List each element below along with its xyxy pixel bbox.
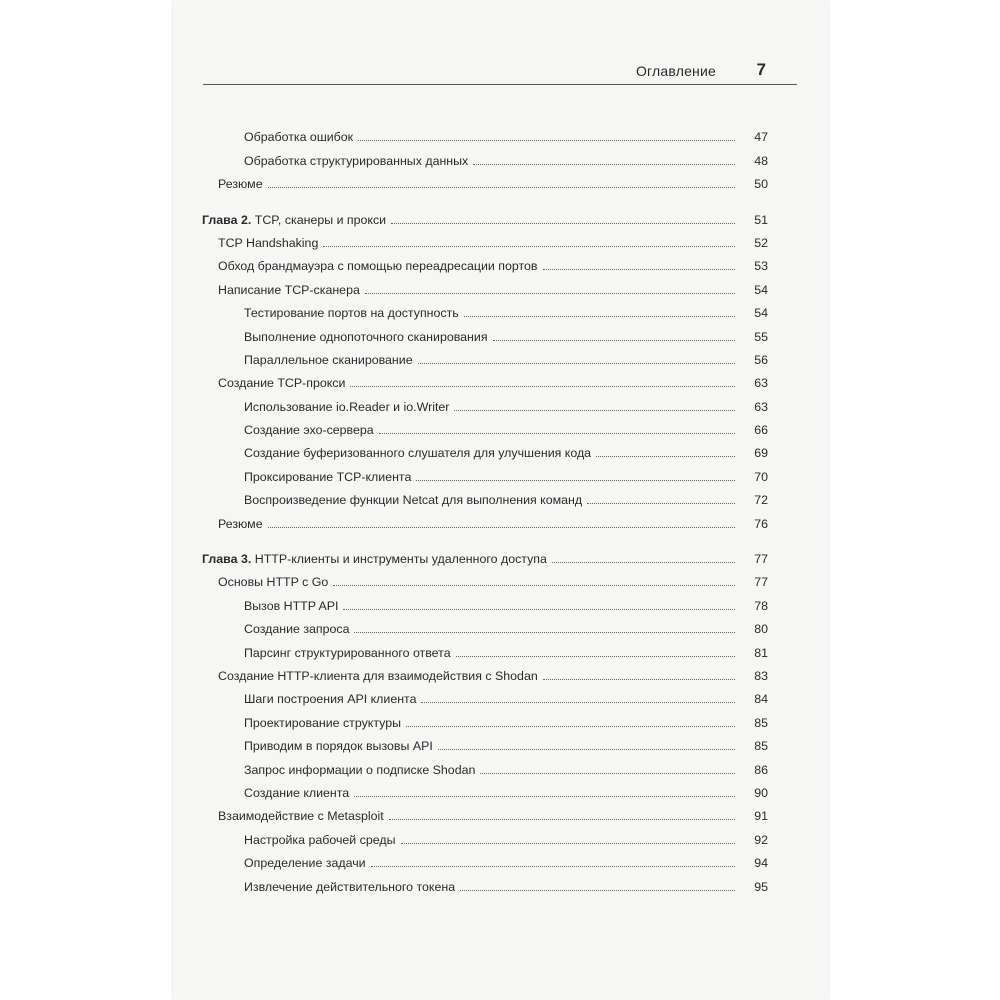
toc-entry[interactable] [173,730,828,753]
toc-entry[interactable] [173,460,828,483]
toc-chapter-entry[interactable] [173,543,828,566]
toc-page-number: 54 [754,282,768,297]
toc-title-text: Запрос информации о подписке Shodan [244,762,476,777]
toc-title-text: Вызов HTTP API [244,598,339,613]
toc-entry[interactable] [173,636,828,659]
toc-entry-title [218,376,345,390]
toc-entry[interactable] [173,753,828,776]
dot-leader [454,410,735,411]
toc-entry-title [244,353,413,367]
toc-entry-title [244,880,455,894]
toc-entry[interactable] [173,414,828,437]
toc-page-number: 54 [754,306,768,321]
dot-leader [587,503,735,504]
toc-title-text: Создание TCP-прокси [218,376,346,391]
chapter-label: Глава 2. [202,212,252,227]
dot-leader [371,866,735,867]
dot-leader [473,164,735,165]
toc-title-text: Проксирование TCP-клиента [244,469,412,484]
toc-page-number: 47 [754,130,768,145]
toc-entry[interactable] [173,437,828,460]
chapter-spacer [173,531,828,543]
dot-leader [596,456,735,457]
dot-leader [552,562,735,563]
toc-title-text: Извлечение действительного токена [244,879,456,894]
toc-title-text: Написание TCP-сканера [218,282,360,297]
toc-page-number: 63 [754,399,768,414]
table-of-contents [173,121,828,894]
dot-leader [406,726,735,727]
dot-leader [323,246,735,247]
toc-entry[interactable] [173,227,828,250]
toc-title-text: Создание эхо-сервера [244,423,374,438]
toc-entry[interactable] [173,706,828,729]
toc-page-number: 81 [754,645,768,660]
toc-entry-title [244,763,475,777]
dot-leader [333,585,735,586]
toc-entry[interactable] [173,250,828,273]
toc-entry-title [244,330,488,344]
dot-leader [543,269,735,270]
dot-leader [460,890,735,891]
toc-entry[interactable] [173,297,828,320]
dot-leader [493,340,735,341]
toc-entry[interactable] [173,121,828,144]
toc-entry-title [244,130,353,144]
toc-entry-title [244,786,349,800]
toc-entry[interactable] [173,144,828,167]
toc-page-number: 72 [754,493,768,508]
toc-title-text: TCP Handshaking [218,235,319,250]
toc-page-number: 56 [754,352,768,367]
toc-page-number: 70 [754,469,768,484]
toc-title-text: Шаги построения API клиента [244,692,417,707]
toc-entry[interactable] [173,777,828,800]
toc-entry-title [218,809,384,823]
dot-leader [389,819,735,820]
toc-entry-title [244,493,582,507]
toc-page-number: 53 [754,259,768,274]
dot-leader [456,656,735,657]
toc-page-number: 63 [754,376,768,391]
toc-chapter-entry[interactable] [173,203,828,226]
toc-page-number: 85 [754,739,768,754]
dot-leader [543,679,735,680]
toc-page-number: 66 [754,423,768,438]
book-page [173,0,828,1000]
toc-title-text: Обход брандмауэра с помощью переадресации портов [218,259,538,274]
toc-entry[interactable] [173,367,828,390]
toc-title-text: Параллельное сканирование [244,352,413,367]
dot-leader [358,140,735,141]
toc-title-text: Создание HTTP-клиента для взаимодействия с Shodan [218,668,538,683]
toc-title-text: Воспроизведение функции Netcat для выполнения команд [244,493,583,508]
dot-leader [464,316,735,317]
dot-leader [343,609,735,610]
toc-entry[interactable] [173,823,828,846]
toc-entry-title [244,306,459,320]
toc-entry-title [218,575,328,589]
dot-leader [418,363,735,364]
toc-entry[interactable] [173,660,828,683]
dot-leader [350,386,735,387]
dot-leader [354,632,735,633]
toc-title-text: HTTP-клиенты и инструменты удаленного доступа [254,552,547,567]
toc-entry-title [244,446,591,460]
toc-page-number: 77 [754,575,768,590]
toc-entry-title [244,400,449,414]
toc-entry[interactable] [173,168,828,191]
toc-entry[interactable] [173,870,828,893]
toc-entry-title [218,669,538,683]
dot-leader [438,749,735,750]
toc-page-number: 77 [754,552,768,567]
toc-title-text: Обработка структурированных данных [244,153,469,168]
toc-entry[interactable] [173,507,828,530]
toc-page-number: 78 [754,598,768,613]
chapter-spacer [173,191,828,203]
toc-page-number: 94 [754,856,768,871]
toc-entry-title [218,283,360,297]
toc-entry[interactable] [173,273,828,296]
toc-title-text: Парсинг структурированного ответа [244,645,451,660]
toc-page-number: 95 [754,879,768,894]
toc-page-number: 76 [754,516,768,531]
toc-entry[interactable] [173,800,828,823]
toc-title-text: Определение задачи [244,856,366,871]
toc-page-number: 55 [754,329,768,344]
dot-leader [354,796,735,797]
toc-title-text: Взаимодействие с Metasploit [218,809,384,824]
dot-leader [401,843,736,844]
toc-page-number: 90 [754,785,768,800]
toc-title-text: Создание запроса [244,622,350,637]
toc-entry-title [244,692,416,706]
toc-page-number: 91 [754,809,768,824]
toc-entry-title [218,177,263,191]
toc-page-number: 80 [754,622,768,637]
toc-entry-title [244,154,468,168]
toc-title-text: Приводим в порядок вызовы API [244,739,433,754]
header-title: Оглавление [635,63,716,79]
toc-entry-title [218,259,538,273]
toc-page-number: 69 [754,446,768,461]
header-page-number: 7 [756,60,766,79]
toc-entry[interactable] [173,344,828,367]
toc-entry[interactable] [173,484,828,507]
toc-title-text: Резюме [218,177,263,192]
toc-entry-title [244,646,451,660]
toc-entry[interactable] [173,566,828,589]
toc-page-number: 92 [754,832,768,847]
toc-entry[interactable] [173,847,828,870]
dot-leader [391,223,735,224]
toc-entry-title [244,856,366,870]
toc-entry[interactable] [173,320,828,343]
toc-entry-title [244,739,433,753]
toc-page-number: 83 [754,668,768,683]
toc-entry-title [244,833,396,847]
dot-leader [379,433,735,434]
toc-entry-title [244,599,338,613]
toc-title-text: Использование io.Reader и io.Writer [244,399,450,414]
toc-entry-title [244,423,374,437]
header-rule [203,84,797,85]
dot-leader [268,187,735,188]
toc-entry[interactable] [173,589,828,612]
toc-title-text: Выполнение однопоточного сканирования [244,329,488,344]
toc-title-text: Создание буферизованного слушателя для улучшения кода [244,446,592,461]
dot-leader [421,702,735,703]
toc-page-number: 85 [754,715,768,730]
toc-page-number: 86 [754,762,768,777]
toc-entry-title [202,213,386,227]
toc-page-number: 84 [754,692,768,707]
dot-leader [480,773,735,774]
toc-page-number: 51 [754,212,768,227]
toc-title-text: Тестирование портов на доступность [244,306,459,321]
toc-title-text: TCP, сканеры и прокси [254,212,387,227]
chapter-label: Глава 3. [202,552,252,567]
toc-title-text: Настройка рабочей среды [244,832,396,847]
dot-leader [416,480,735,481]
toc-entry[interactable] [173,613,828,636]
running-header [173,60,828,82]
toc-entry-title [244,470,411,484]
toc-entry-title [244,622,349,636]
toc-title-text: Резюме [218,516,263,531]
toc-title-text: Основы HTTP с Go [218,575,329,590]
toc-entry-title [244,716,401,730]
toc-title-text: Создание клиента [244,785,350,800]
toc-entry[interactable] [173,390,828,413]
toc-entry-title [218,517,263,531]
toc-title-text: Обработка ошибок [244,130,354,145]
dot-leader [268,527,735,528]
toc-page-number: 52 [754,235,768,250]
toc-entry[interactable] [173,683,828,706]
toc-title-text: Проектирование структуры [244,715,401,730]
toc-entry-title [218,236,318,250]
dot-leader [365,293,735,294]
toc-entry-title [202,552,547,566]
toc-page-number: 48 [754,153,768,168]
toc-page-number: 50 [754,177,768,192]
